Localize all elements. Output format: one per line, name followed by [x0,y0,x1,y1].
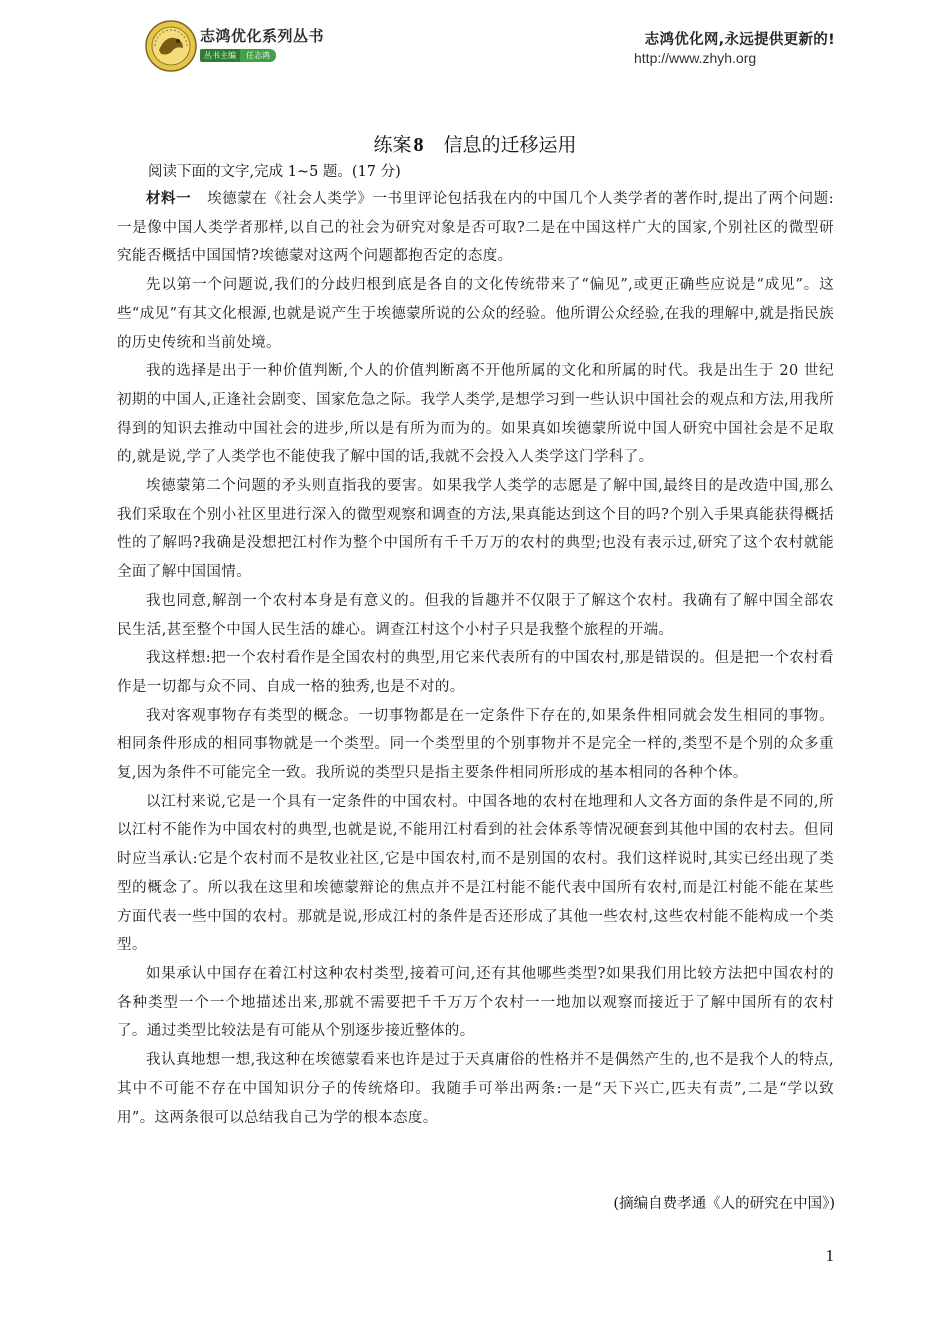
paragraph: 先以第一个问题说,我们的分歧归根到底是各自的文化传统带来了“偏见”,或更正确些应说是“成见”。这些“成见”有其文化根源,也就是说产生于埃德蒙所说的公众的经验。他所谓公众经验,在我的理解中,就是指民族的历史传统和当前处境。 [117,277,834,351]
header-slogan: 志鸿优化网,永远提供更新的! [644,32,835,48]
passage-body [117,185,834,1132]
paragraph-text: 埃德蒙在《社会人类学》一书里评论包括我在内的中国几个人类学者的著作时,提出了两个问题:一是像中国人类学者那样,以自己的社会为研究对象是否可取?二是在中国这样广大的国家,个别社区的微型研究能否概括中国国情?埃德蒙对这两个问题都抱否定的态度。 [117,191,834,265]
editor-label: 丛书主编 [200,49,240,62]
paragraph: 我对客观事物存有类型的概念。一切事物都是在一定条件下存在的,如果条件相同就会发生相同的事物。相同条件形成的相同事物就是一个类型。同一个类型里的个别事物并不是完全一样的,类型不是个别的众多重复,因为条件不可能完全一致。我所说的类型只是指主要条件相同所形成的基本相同的各种个体。 [117,707,834,782]
editor-badge [200,48,276,62]
paragraph: 我这样想:把一个农村看作是全国农村的典型,用它来代表所有的中国农村,那是错误的。但是把一个农村看作是一切都与众不同、自成一格的独秀,也是不对的。 [117,650,834,695]
badge-logo-icon [145,20,197,72]
paragraph: 我也同意,解剖一个农村本身是有意义的。但我的旨趣并不仅限于了解这个农村。我确有了解中国全部农民生活,甚至整个中国人民生活的雄心。调查江村这个小村子只是我整个旅程的开端。 [117,592,834,638]
source-citation: (摘编自费孝通《人的研究在中国》) [613,1196,835,1212]
paragraph [117,185,834,271]
title-label: 练案 [373,134,412,156]
paragraph: 埃德蒙第二个问题的矛头则直指我的要害。如果我学人类学的志愿是了解中国,最终目的是改造中国,那么我们采取在个别小社区里进行深入的微型观察和调查的方法,果真能达到这个目的吗?个别入手果真能获得概括性的了解吗?我确是没想把江村作为整个中国所有千千万万的农村的典型;也没有表示过,研究了这个农村就能全面了解中国国情。 [117,478,834,581]
question-intro: 阅读下面的文字,完成 1~5 题。(17 分) [148,164,401,180]
paragraph: 我的选择是出于一种价值判断,个人的价值判断离不开他所属的文化和所属的时代。我是出生于 20 世纪初期的中国人,正逢社会剧变、国家危急之际。我学人类学,是想学习到一些认识中国社会的观点和方法,用我所得到的知识去推动中国社会的进步,所以是有所为而为的。如果真如埃德蒙所说中国人研究中国社会是不足取的,就是说,学了人类学也不能使我了解中国的话,我就不会投入人类学这门学科了。 [117,363,834,466]
paragraph: 我认真地想一想,我这种在埃德蒙看来也许是过于天真庸俗的性格并不是偶然产生的,也不是我个人的特点,其中不可能不存在中国知识分子的传统烙印。我随手可举出两条:一是“天下兴亡,匹夫有责”,二是“学以致用”。这两条很可以总结我自己为学的根本态度。 [117,1052,834,1126]
title-text: 信息的迁移运用 [443,134,577,156]
paragraph: 以江村来说,它是一个具有一定条件的中国农村。中国各地的农村在地理和人文各方面的条件是不同的,所以江村不能作为中国农村的典型,也就是说,不能用江村看到的社会体系等情况硬套到其他中国的农村去。但同时应当承认:它是个农村而不是牧业社区,它是中国农村,而不是别国的农村。我们这样说时,其实已经出现了类型的概念了。所以我在这里和埃德蒙辩论的焦点并不是江村能不能代表中国所有农村,而是江村能不能在某些方面代表一些中国的农村。那就是说,形成江村的条件是否还形成了其他一些农村,这些农村能不能构成一个类型。 [117,793,834,954]
site-url-link[interactable]: http://www.zhyh.org [634,50,757,66]
paragraph: 如果承认中国存在着江村这种农村类型,接着可问,还有其他哪些类型?如果我们用比较方法把中国农村的各种类型一个一个地描述出来,那就不需要把千千万万个农村一一地加以观察而接近于了解中国所有的农村了。通过类型比较法是有可能从个别逐步接近整体的。 [117,965,834,1040]
title-number: 8 [413,134,424,156]
page-header [0,0,950,90]
page-number: 1 [825,1246,834,1265]
page-title [0,130,950,157]
editor-name: 任志鸿 [240,49,276,62]
material-label: 材料一 [146,191,192,207]
series-title: 志鸿优化系列丛书 [200,27,325,45]
